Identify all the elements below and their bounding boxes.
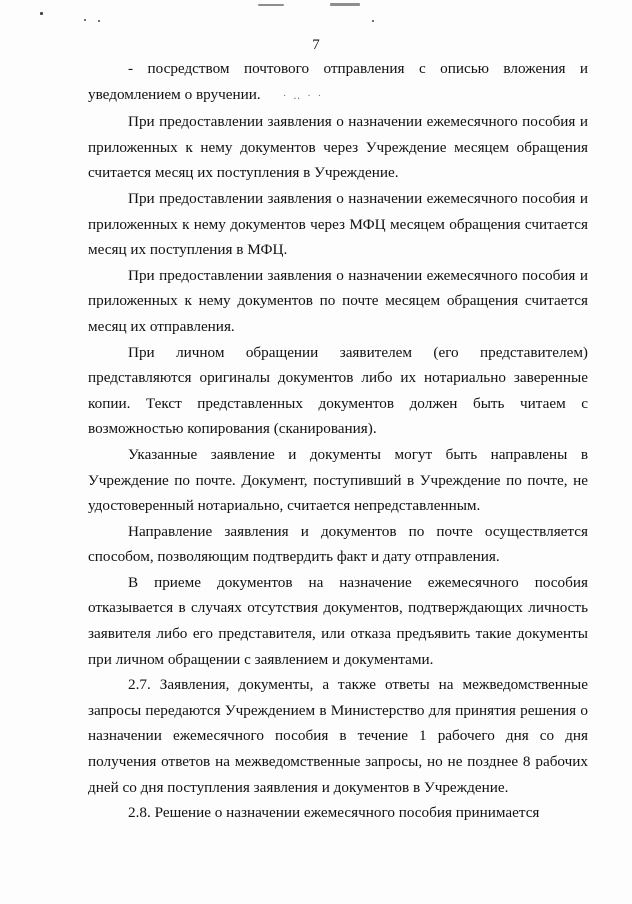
scan-artifact: [372, 20, 374, 22]
scan-artifact: [258, 4, 284, 6]
page-number: 7: [312, 37, 320, 53]
scan-artifact: [40, 12, 43, 15]
paragraph: Направление заявления и документов по почте осуществляется способом, позволяющим подтвердить факт и дату отправления.: [88, 522, 588, 566]
paragraph: При личном обращении заявителем (его представителем) представляются оригиналы документов либо их нотариально заверенные копии. Текст представленных документов должен быть читаем с возможностью копирования (сканирования).: [88, 343, 588, 438]
paragraph: При предоставлении заявления о назначении ежемесячного пособия и приложенных к нему документов по почте месяцем обращения считается месяц их отправления.: [88, 266, 588, 335]
paragraph: При предоставлении заявления о назначении ежемесячного пособия и приложенных к нему документов через МФЦ месяцем обращения считается месяц их поступления в МФЦ.: [88, 189, 588, 259]
paragraph: Указанные заявление и документы могут быть направлены в Учреждение по почте. Документ, поступивший в Учреждение по почте, не удостоверенный нотариально, считается непредставленным.: [88, 445, 588, 515]
paragraph: При предоставлении заявления о назначении ежемесячного пособия и приложенных к нему документов через Учреждение месяцем обращения считается месяц их поступления в Учреждение.: [88, 113, 588, 182]
paragraph: - посредством почтового отправления с описью вложения и уведомлением о вручении. · ‥ · ·: [88, 60, 588, 103]
scan-artifact: [98, 20, 100, 22]
scan-artifact: [84, 19, 86, 21]
scan-stray-marks: · ‥ · ·: [282, 89, 324, 102]
document-body: [88, 56, 588, 826]
paragraph: 2.7. Заявления, документы, а также ответы на межведомственные запросы передаются Учреждением в Министерство для принятия решения о назначении ежемесячного пособия в течение 1 рабочего дня со дня получения ответов на межведомственные запросы, но не позднее 8 рабочих дней со дня поступления заявления и документов в Учреждение.: [88, 676, 588, 796]
paragraph: 2.8. Решение о назначении ежемесячного пособия принимается: [128, 804, 540, 822]
paragraph: В приеме документов на назначение ежемесячного пособия отказывается в случаях отсутствия документов, подтверждающих личность заявителя либо его представителя, или отказа предъявить такие документы при личном обращении с заявлением и документами.: [88, 573, 588, 668]
scan-artifact: [330, 3, 360, 6]
